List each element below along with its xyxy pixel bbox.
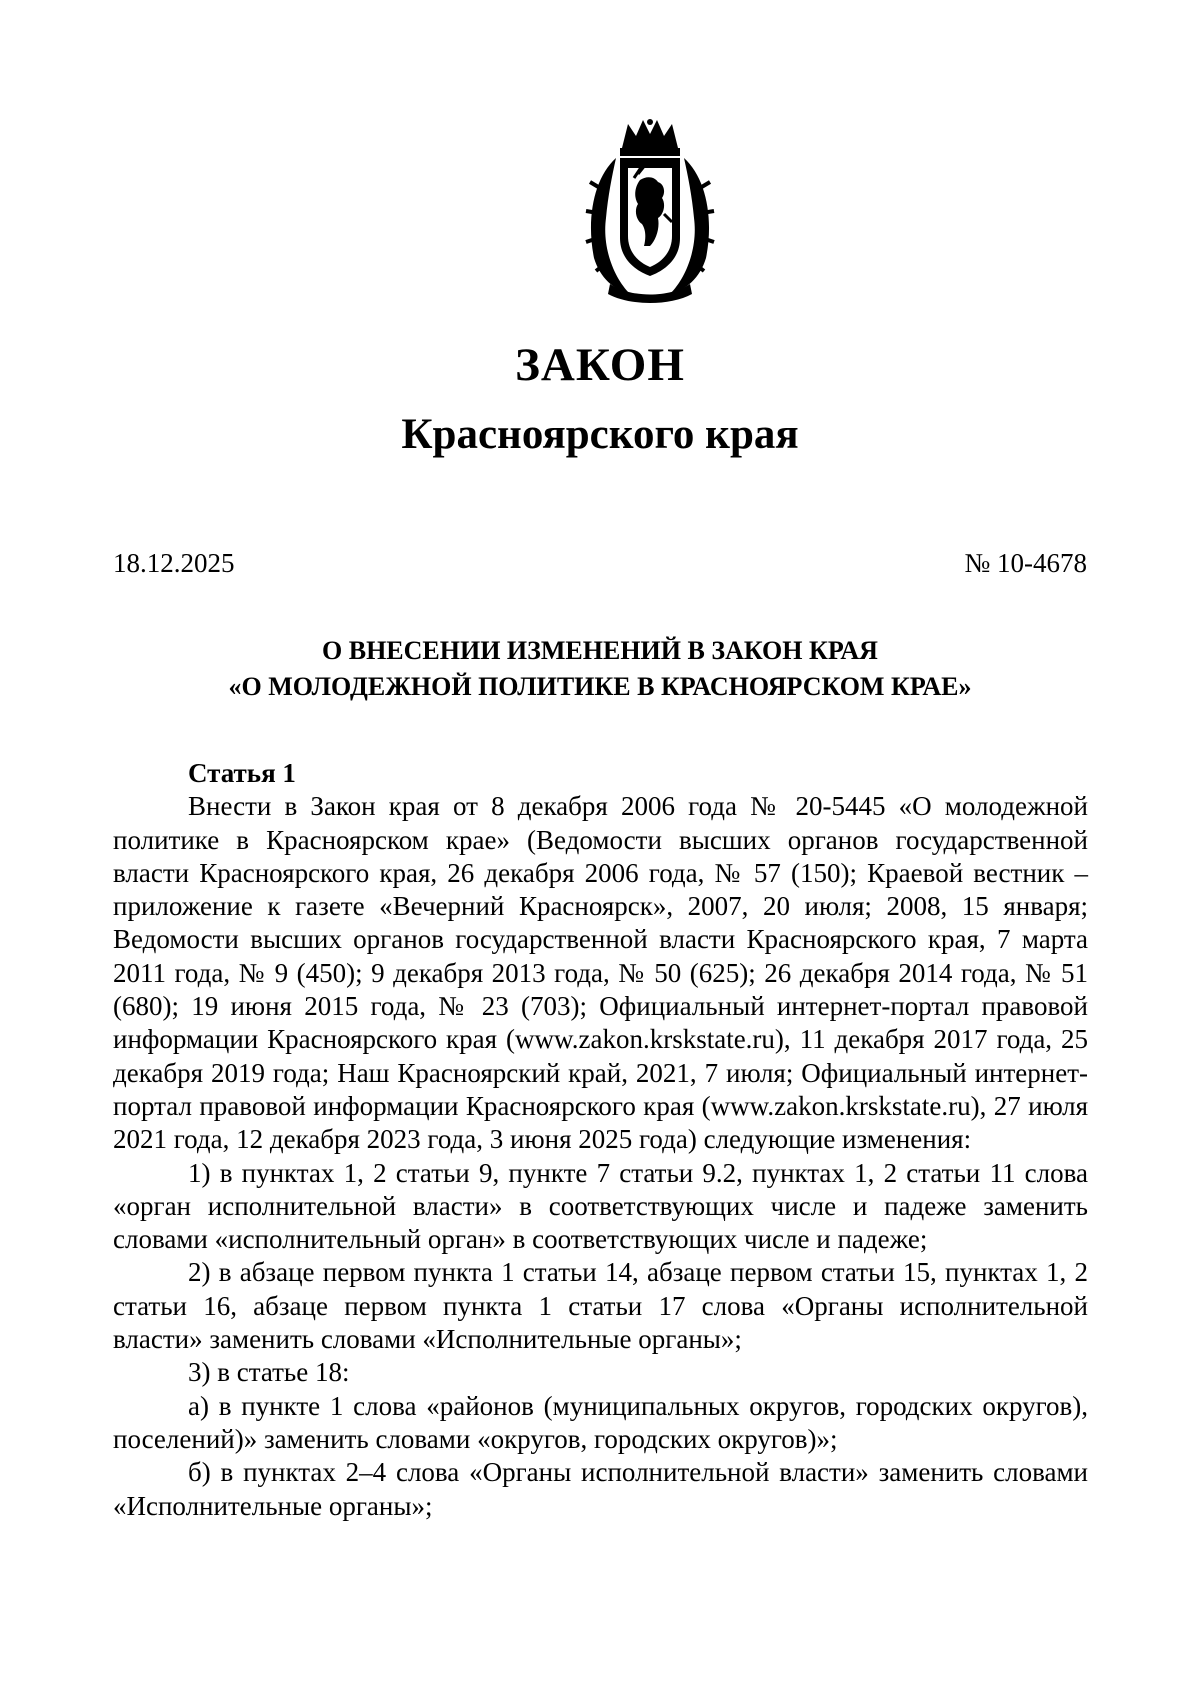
- paragraph: б) в пунктах 2–4 слова «Органы исполнительной власти» заменить словами «Исполнительные органы»;: [113, 1457, 1088, 1521]
- coat-of-arms-emblem: [580, 118, 720, 308]
- paragraph: 1) в пунктах 1, 2 статьи 9, пункте 7 статьи 9.2, пунктах 1, 2 статьи 11 слова «орган исполнительной власти» в соответствующих числе и падеже заменить словами «исполнительный орган» в соответствующих числе и падеже;: [113, 1157, 1088, 1255]
- paragraph: а) в пункте 1 слова «районов (муниципальных округов, городских округов), поселений)» заменить словами «округов, городских округов)»;: [113, 1390, 1088, 1454]
- paragraph: 2) в абзаце первом пункта 1 статьи 14, абзаце первом статьи 15, пунктах 1, 2 статьи 16, абзаце первом пункта 1 статьи 17 слова «Органы исполнительной власти» заменить словами «Исполнительные органы»;: [113, 1257, 1088, 1355]
- paragraph: Внести в Закон края от 8 декабря 2006 года № 20-5445 «О молодежной политике в Красноярском крае» (Ведомости высших органов государственной власти Красноярского края, 26 декабря 2006 года, № 57 (150); Краевой вестник – приложение к газете «Вечерний Красноярск», 2007, 20 июля; 2008, 15 января; Ведомости высших органов государственной власти Красноярского края, 7 марта 2011 года, № 9 (450); 9 декабря 2013 года, № 50 (625); 26 декабря 2014 года, № 51 (680); 19 июня 2015 года, № 23 (703); Официальный интернет-портал правовой информации Красноярского края (www.zakon.krskstate.ru), 11 декабря 2017 года, 25 декабря 2019 года; Наш Красноярский край, 2021, 7 июля; Официальный интернет-портал правовой информации Красноярского края (www.zakon.krskstate.ru), 27 июля 2021 года, 12 декабря 2023 года, 3 июня 2025 года) следующие изменения:: [113, 791, 1088, 1155]
- article-title: Статья 1: [188, 758, 296, 788]
- law-date: 18.12.2025: [113, 548, 235, 578]
- law-heading-line-1: О ВНЕСЕНИИ ИЗМЕНЕНИЙ В ЗАКОН КРАЯ: [322, 636, 878, 665]
- law-subtitle: Красноярского края: [401, 411, 799, 458]
- law-title: ЗАКОН: [515, 339, 685, 391]
- law-number: № 10-4678: [964, 548, 1087, 578]
- paragraph: 3) в статье 18:: [188, 1357, 350, 1388]
- law-body: [113, 757, 1088, 1523]
- law-heading-line-2: «О МОЛОДЕЖНОЙ ПОЛИТИКЕ В КРАСНОЯРСКОМ КРАЕ»: [228, 672, 972, 701]
